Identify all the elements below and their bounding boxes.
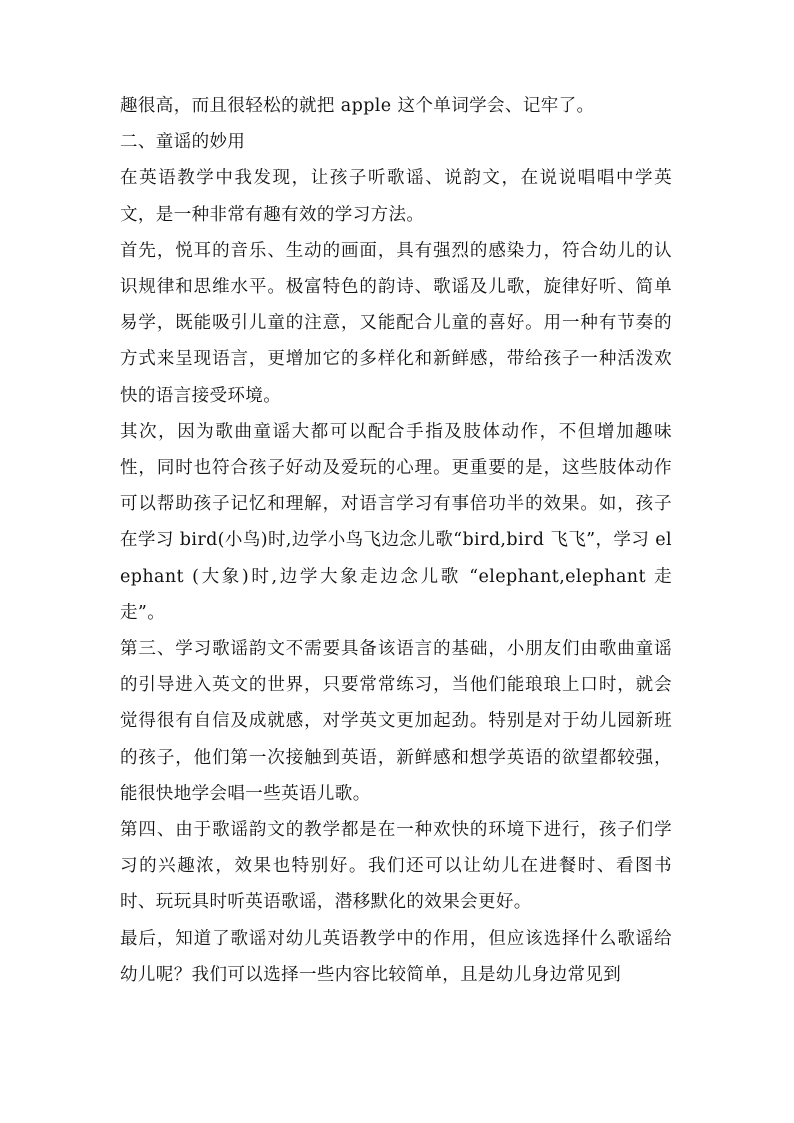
document-body <box>120 88 672 993</box>
section-heading: 二、童谣的妙用 <box>120 132 246 153</box>
paragraph-intro: 在英语教学中我发现，让孩子听歌谣、说韵文，在说说唱唱中学英文，是一种非常有趣有效的学习方法。 <box>120 168 672 225</box>
paragraph-second: 其次，因为歌曲童谣大都可以配合手指及肢体动作，不但增加趣味性，同时也符合孩子好动及爱玩的心理。更重要的是，这些肢体动作可以帮助孩子记忆和理解，对语言学习有事倍功半的效果。如，孩子在学习 bird(小鸟)时,边学小鸟飞边念儿歌“bird,bird 飞飞”，学习 elephant (大象)时,边学大象走边念儿歌 “elephant,elephant 走走”。 <box>120 421 672 623</box>
paragraph-continuation: 趣很高，而且很轻松的就把 apple 这个单词学会、记牢了。 <box>120 96 595 116</box>
paragraph-last: 最后，知道了歌谣对幼儿英语教学中的作用，但应该选择什么歌谣给幼儿呢？我们可以选择一些内容比较简单，且是幼儿身边常见到 <box>120 928 672 985</box>
paragraph-fourth: 第四、由于歌谣韵文的教学都是在一种欢快的环境下进行，孩子们学习的兴趣浓，效果也特别好。我们还可以让幼儿在进餐时、看图书时、玩玩具时听英语歌谣，潜移默化的效果会更好。 <box>120 820 672 913</box>
paragraph-third: 第三、学习歌谣韵文不需要具备该语言的基础，小朋友们由歌曲童谣的引导进入英文的世界，只要常常练习，当他们能琅琅上口时，就会觉得很有自信及成就感，对学英文更加起劲。特别是对于幼儿园新班的孩子，他们第一次接触到英语，新鲜感和想学英语的欲望都较强，能很快地学会唱一些英语儿歌。 <box>120 639 672 804</box>
paragraph-first: 首先，悦耳的音乐、生动的画面，具有强烈的感染力，符合幼儿的认识规律和思维水平。极富特色的韵诗、歌谣及儿歌，旋律好听、简单易学，既能吸引儿童的注意，又能配合儿童的喜好。用一种有节奏的方式来呈现语言，更增加它的多样化和新鲜感，带给孩子一种活泼欢快的语言接受环境。 <box>120 240 672 406</box>
